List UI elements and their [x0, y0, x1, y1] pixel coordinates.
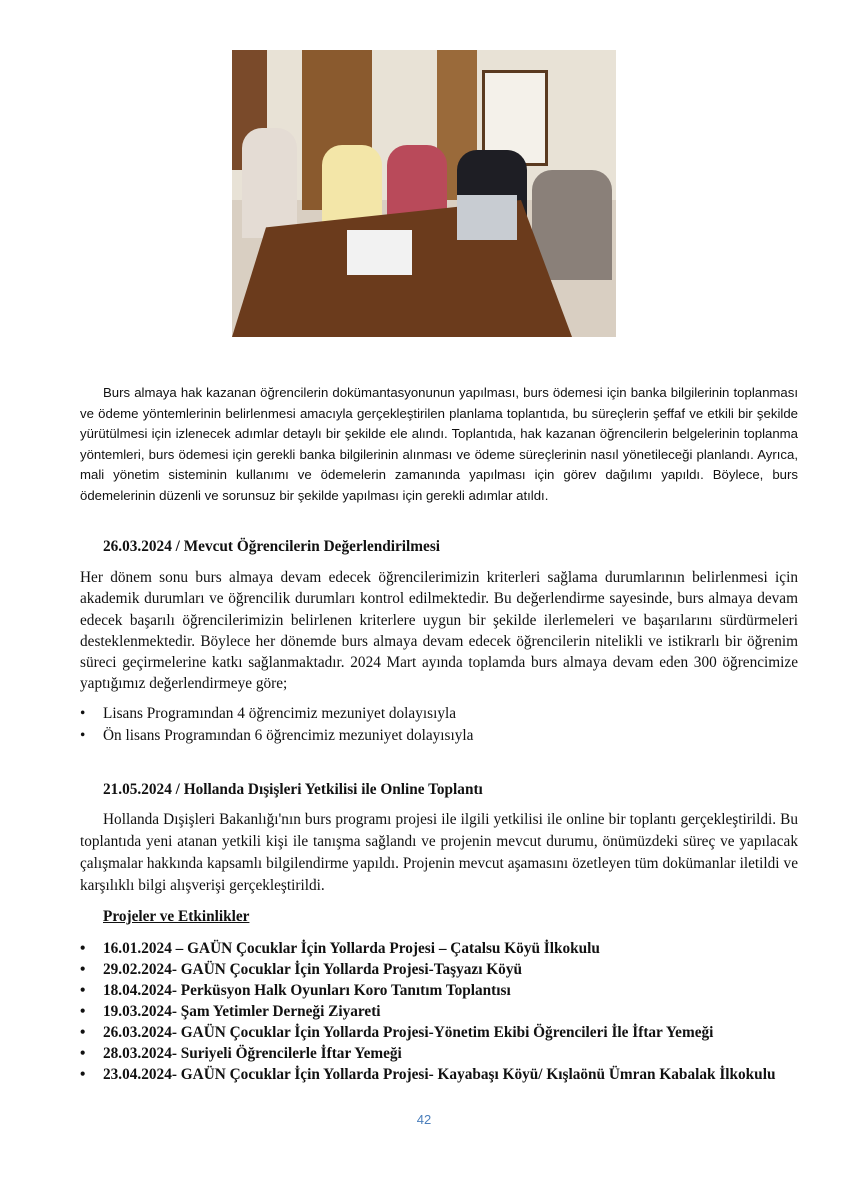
- section-body: Her dönem sonu burs almaya devam edecek öğrencilerimizin kriterleri sağlama durumlarının belirlenmesi için akademik durumları ve öğrencilik durumları kontrol edilmektedir. Bu değerlendirme sayesinde, burs almaya devam edecek başarılı öğrencilerimizin belirlenen kriterlere uygun bir şekilde ilerlemeleri ve başarılarını sürdürmeleri desteklenmektedir. Böylece her dönemde burs almaya devam edecek öğrencilerin nitelikli ve istikrarlı bir öğrenim süreci geçirmelerine katkı sağlanmaktadır. 2024 Mart ayında toplamda burs almaya devam eden 300 öğrencimize yaptığımız değerlendirmeye göre;: [80, 569, 798, 693]
- list-item: • 28.03.2024- Suriyeli Öğrencilerle İftar Yemeği: [80, 1043, 798, 1064]
- list-item: • 19.03.2024- Şam Yetimler Derneği Ziyareti: [80, 1001, 798, 1022]
- evaluation-section: [80, 538, 798, 747]
- list-item: • 23.04.2024- GAÜN Çocuklar İçin Yollarda Projesi- Kayabaşı Köyü/ Kışlaönü Ümran Kabalak İlkokulu: [80, 1064, 798, 1085]
- list-item: • 16.01.2024 – GAÜN Çocuklar İçin Yollarda Projesi – Çatalsu Köyü İlkokulu: [80, 938, 798, 959]
- list-item: • 29.02.2024- GAÜN Çocuklar İçin Yollarda Projesi-Taşyazı Köyü: [80, 959, 798, 980]
- list-item: • Ön lisans Programından 6 öğrencimiz mezuniyet dolayısıyla: [80, 725, 798, 747]
- projects-section: [80, 908, 798, 1085]
- projects-list: [80, 938, 798, 1085]
- page-number: 42: [416, 1112, 432, 1127]
- planning-meeting-paragraph: Burs almaya hak kazanan öğrencilerin dokümantasyonunun yapılması, burs ödemesi için banka bilgilerinin toplanması ve ödeme yöntemlerinin belirlenmesi amacıyla gerçekleştirilen planlama toplantıda, bu süreçlerin şeffaf ve etkili bir şekilde yürütülmesi için izlenecek adımlar detaylı bir şekilde ele alındı. Toplantıda, hak kazanan öğrencilerin belgelerinin toplanma yöntemleri, burs ödemesi için gerekli banka bilgilerinin alınması ve ödeme süreçlerinin nasıl yönetileceği planlandı. Ayrıca, mali yönetim sisteminin kullanımı ve ödemelerin zamanında yapılması için görev dağılımı yapıldı. Böylece, burs ödemelerinin düzenli ve sorunsuz bir şekilde yapılması için gerekli adımlar atıldı.: [80, 385, 798, 503]
- section-heading: 21.05.2024 / Hollanda Dışişleri Yetkilisi ile Online Toplantı: [103, 781, 483, 798]
- list-item: • 26.03.2024- GAÜN Çocuklar İçin Yollarda Projesi-Yönetim Ekibi Öğrencileri İle İftar Yemeği: [80, 1022, 798, 1043]
- meeting-photo: [232, 50, 616, 337]
- netherlands-meeting-section: [80, 781, 798, 897]
- list-item: • 18.04.2024- Perküsyon Halk Oyunları Koro Tanıtım Toplantısı: [80, 980, 798, 1001]
- section-heading: 26.03.2024 / Mevcut Öğrencilerin Değerlendirilmesi: [103, 538, 441, 555]
- list-item: • Lisans Programından 4 öğrencimiz mezuniyet dolayısıyla: [80, 703, 798, 725]
- graduation-list: [80, 703, 798, 747]
- section-body: Hollanda Dışişleri Bakanlığı'nın burs programı projesi ile ilgili yetkilisi ile online bir toplantı gerçekleştirildi. Bu toplantıda yeni atanan yetkili kişi ile tanışma sağlandı ve projenin mevcut durumu, önümüzdeki süreç ve yapılacak çalışmalar hakkında kapsamlı bilgilendirme yapıldı. Projenin mevcut aşamasını özetleyen tüm dokümanlar iletildi ve karşılıklı bilgi alışverişi gerçekleştirildi.: [80, 811, 798, 894]
- projects-heading: Projeler ve Etkinlikler: [103, 908, 250, 925]
